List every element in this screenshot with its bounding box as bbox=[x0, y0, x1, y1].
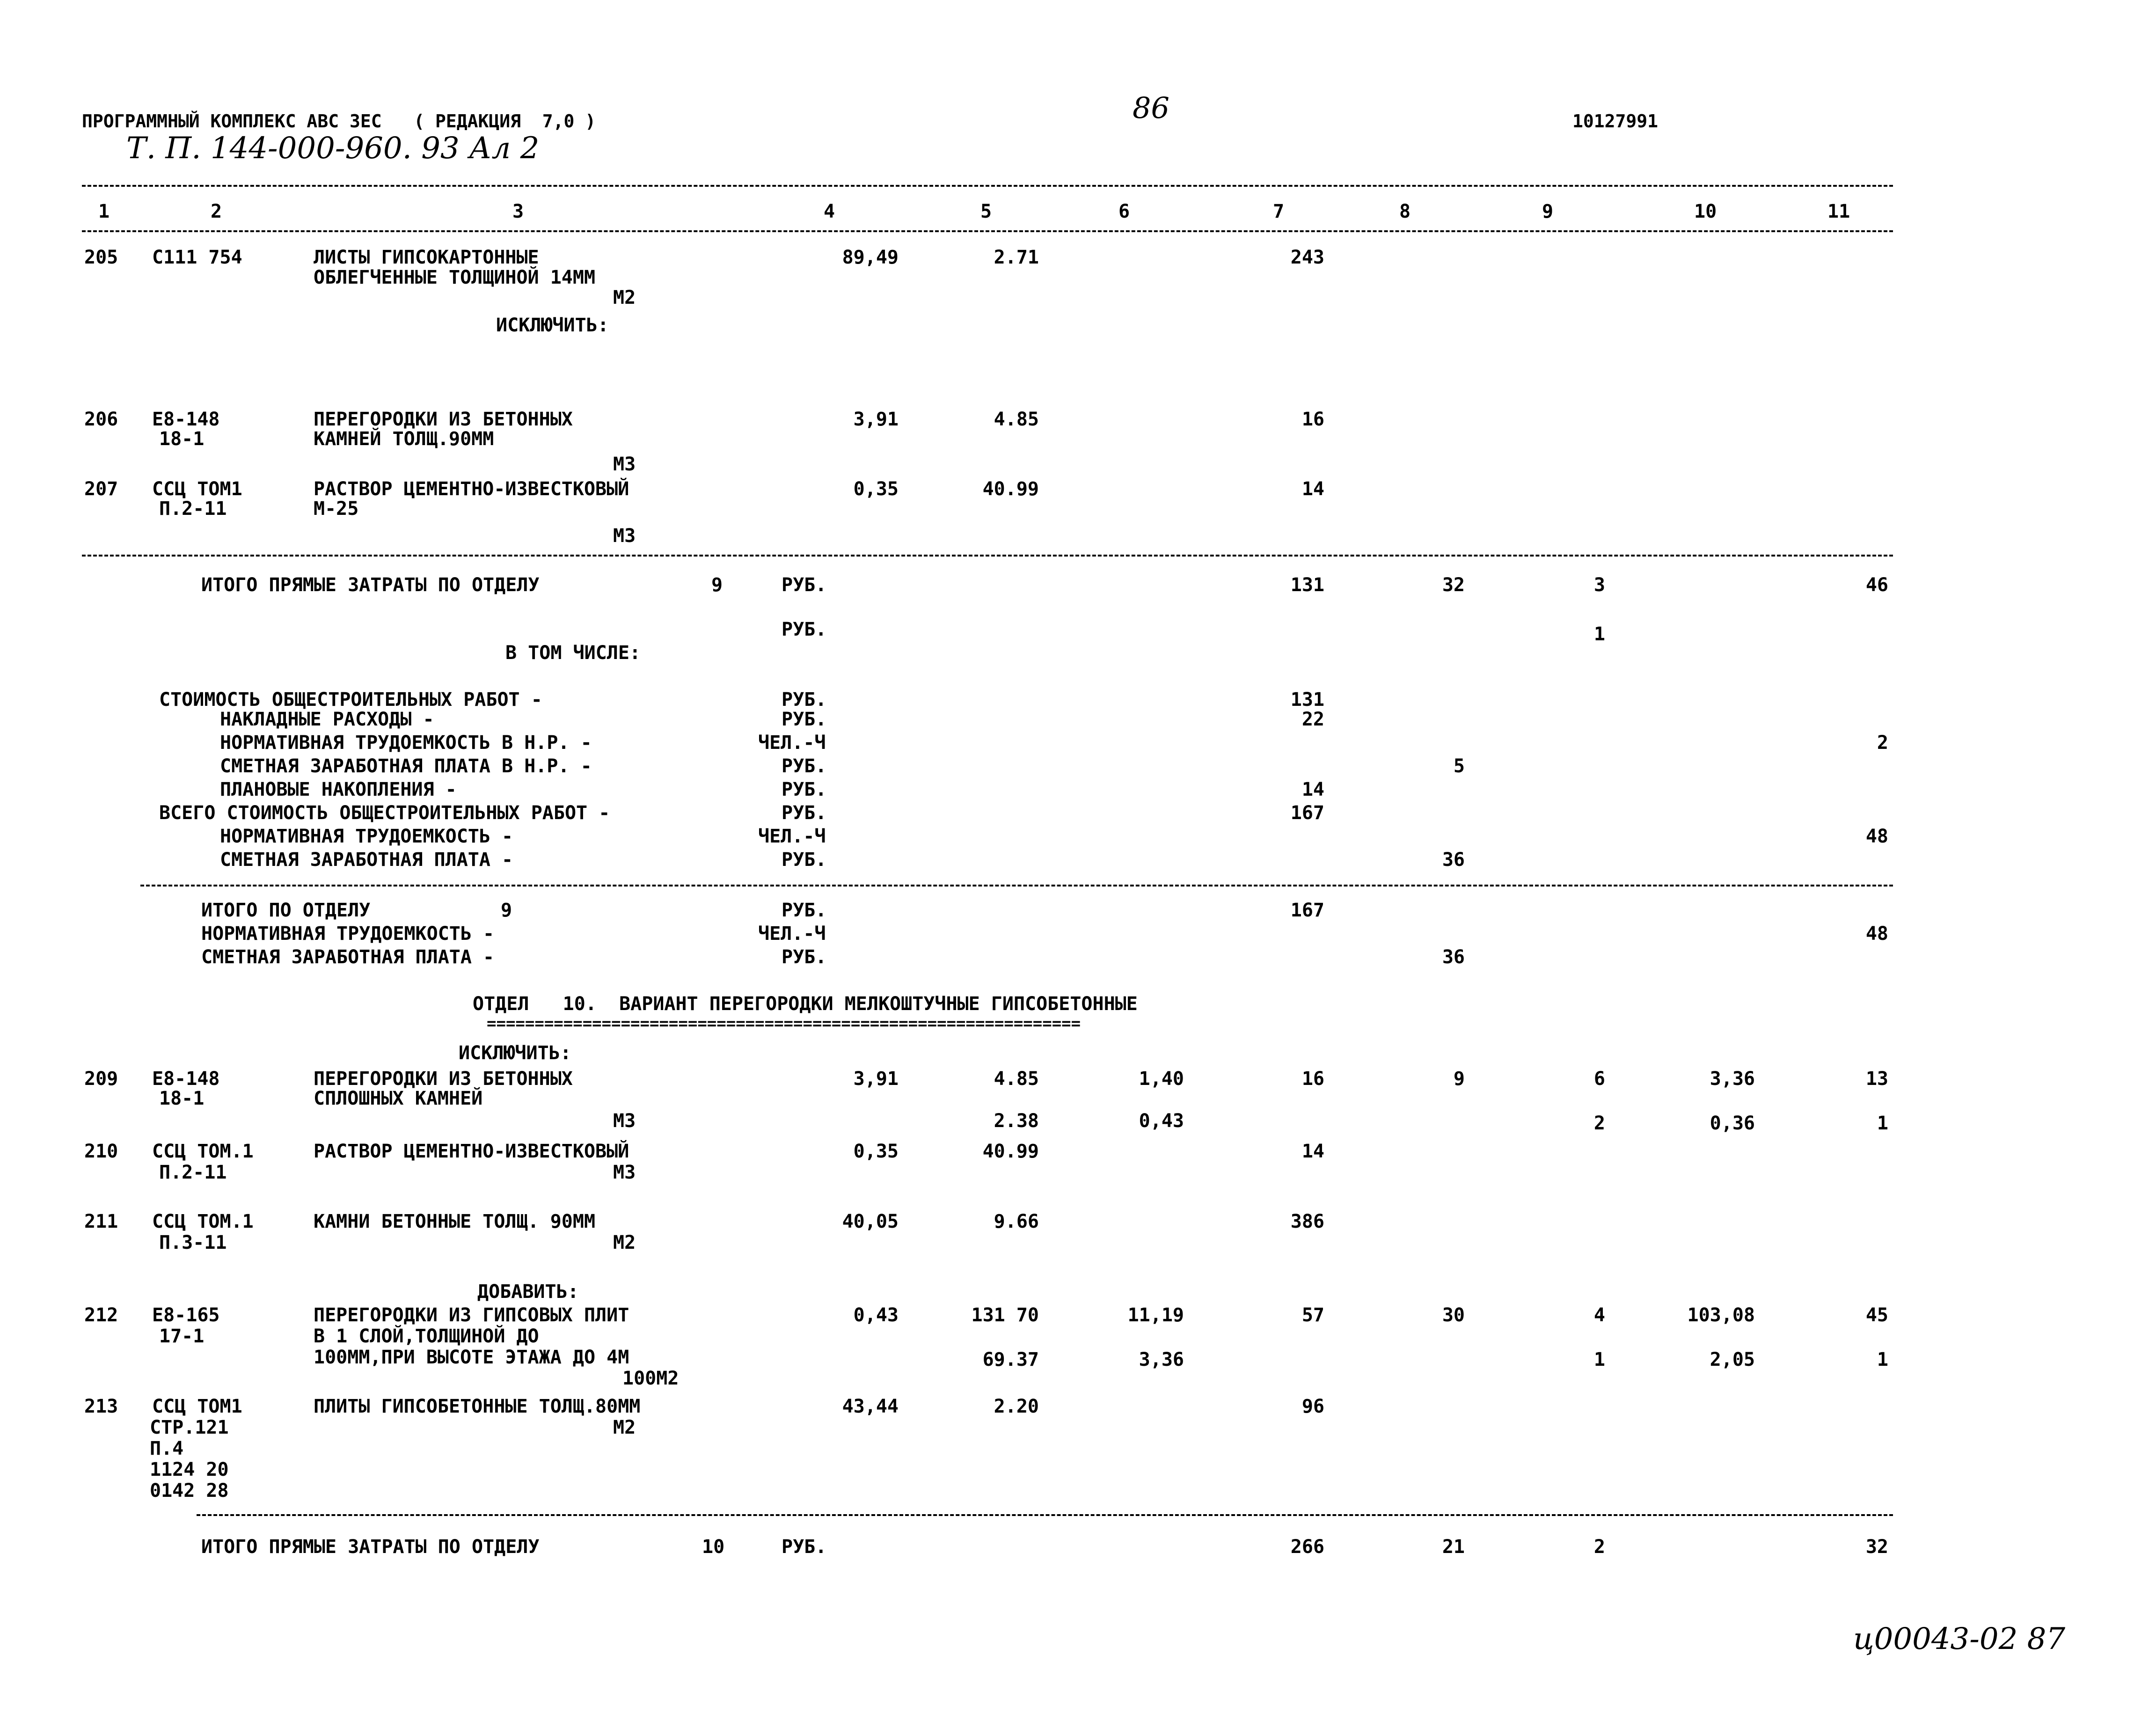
item-description: ОБЛЕГЧЕННЫЕ ТОЛЩИНОЙ 14ММ bbox=[314, 267, 596, 288]
document-code: 10127991 bbox=[1572, 111, 1659, 132]
norm-code: П.3-11 bbox=[159, 1232, 227, 1253]
norm-code: СТР.121 bbox=[150, 1417, 229, 1438]
summary-label: ПЛАНОВЫЕ НАКОПЛЕНИЯ - bbox=[220, 779, 457, 800]
norm-code: ССЦ ТОМ.1 bbox=[152, 1141, 254, 1162]
section-rule bbox=[140, 885, 1893, 886]
col8-value: 21 bbox=[1442, 1536, 1465, 1558]
col11-value: 13 bbox=[1865, 1068, 1888, 1090]
program-title: ПРОГРАММНЫЙ КОМПЛЕКС АВС ЗЕС ( РЕДАКЦИЯ 7,0 ) bbox=[82, 111, 596, 132]
col5-value: 69.37 bbox=[982, 1349, 1039, 1370]
unit: М2 bbox=[613, 1417, 636, 1438]
item-description: СПЛОШНЫХ КАМНЕЙ bbox=[314, 1088, 483, 1109]
col7-value: 14 bbox=[1301, 779, 1324, 800]
unit: РУБ. bbox=[782, 802, 827, 824]
unit: М3 bbox=[613, 1162, 636, 1183]
unit: РУБ. bbox=[782, 619, 827, 640]
item-description: ПЕРЕГОРОДКИ ИЗ БЕТОННЫХ bbox=[314, 409, 573, 430]
total-label: ИТОГО ПО ОТДЕЛУ bbox=[201, 900, 371, 921]
norm-code: 1124 20 bbox=[150, 1459, 229, 1480]
unit: ЧЕЛ.-Ч bbox=[758, 923, 826, 945]
section-number: 9 bbox=[711, 574, 723, 596]
col5-value: 40.99 bbox=[982, 478, 1039, 500]
col4-value: 0,43 bbox=[853, 1304, 899, 1326]
section-number: 9 bbox=[501, 900, 512, 921]
norm-code: Е8-165 bbox=[152, 1304, 220, 1326]
col7-value: 386 bbox=[1290, 1211, 1324, 1232]
summary-label: ВСЕГО СТОИМОСТЬ ОБЩЕСТРОИТЕЛЬНЫХ РАБОТ - bbox=[159, 802, 610, 824]
unit: РУБ. bbox=[782, 689, 827, 711]
col8-value: 5 bbox=[1453, 755, 1465, 777]
norm-code: ССЦ ТОМ1 bbox=[152, 1396, 242, 1417]
col7-value: 16 bbox=[1301, 409, 1324, 430]
section-exclude-label: ИСКЛЮЧИТЬ: bbox=[496, 315, 609, 336]
col10-value: 2,05 bbox=[1710, 1349, 1755, 1370]
col9-value: 1 bbox=[1593, 623, 1605, 645]
norm-code: 18-1 bbox=[159, 1088, 205, 1109]
col9-value: 4 bbox=[1593, 1304, 1605, 1326]
item-description: КАМНИ БЕТОННЫЕ ТОЛЩ. 90ММ bbox=[314, 1211, 596, 1232]
unit: М3 bbox=[613, 525, 636, 547]
column-header: 7 bbox=[1273, 201, 1285, 222]
row-number: 212 bbox=[84, 1304, 118, 1326]
norm-code: ССЦ ТОМ1 bbox=[152, 478, 242, 500]
col7-value: 16 bbox=[1301, 1068, 1324, 1090]
column-header: 10 bbox=[1694, 201, 1717, 222]
col5-value: 131 70 bbox=[971, 1304, 1039, 1326]
header-bottom-rule bbox=[82, 230, 1893, 232]
including-heading: В ТОМ ЧИСЛЕ: bbox=[505, 642, 641, 664]
summary-label: СТОИМОСТЬ ОБЩЕСТРОИТЕЛЬНЫХ РАБОТ - bbox=[159, 689, 542, 711]
col7-value: 243 bbox=[1290, 247, 1324, 268]
col7-value: 14 bbox=[1301, 478, 1324, 500]
section-rule bbox=[197, 1514, 1893, 1516]
column-header: 11 bbox=[1827, 201, 1850, 222]
total-label: ИТОГО ПРЯМЫЕ ЗАТРАТЫ ПО ОТДЕЛУ bbox=[201, 574, 540, 596]
item-description: В 1 СЛОЙ,ТОЛЩИНОЙ ДО bbox=[314, 1326, 539, 1347]
col6-value: 3,36 bbox=[1139, 1349, 1184, 1370]
col8-value: 36 bbox=[1442, 946, 1465, 968]
column-header: 9 bbox=[1542, 201, 1554, 222]
col9-value: 3 bbox=[1593, 574, 1605, 596]
item-description: ЛИСТЫ ГИПСОКАРТОННЫЕ bbox=[314, 247, 539, 268]
col8-value: 9 bbox=[1453, 1068, 1465, 1090]
row-number: 205 bbox=[84, 247, 118, 268]
col5-value: 9.66 bbox=[994, 1211, 1039, 1232]
col7-value: 167 bbox=[1290, 900, 1324, 921]
item-description: РАСТВОР ЦЕМЕНТНО-ИЗВЕСТКОВЫЙ bbox=[314, 478, 629, 500]
col6-value: 1,40 bbox=[1139, 1068, 1184, 1090]
item-description: 100ММ,ПРИ ВЫСОТЕ ЭТАЖА ДО 4М bbox=[314, 1347, 629, 1368]
summary-label: НАКЛАДНЫЕ РАСХОДЫ - bbox=[220, 709, 434, 730]
item-description: КАМНЕЙ ТОЛЩ.90ММ bbox=[314, 428, 494, 450]
row-number: 209 bbox=[84, 1068, 118, 1090]
norm-code: Е8-148 bbox=[152, 1068, 220, 1090]
col11-value: 32 bbox=[1865, 1536, 1888, 1558]
norm-code: П.2-11 bbox=[159, 1162, 227, 1183]
item-description: ПЕРЕГОРОДКИ ИЗ БЕТОННЫХ bbox=[314, 1068, 573, 1090]
unit: РУБ. bbox=[782, 755, 827, 777]
col4-value: 3,91 bbox=[853, 409, 899, 430]
unit: ЧЕЛ.-Ч bbox=[758, 826, 826, 847]
col10-value: 3,36 bbox=[1710, 1068, 1755, 1090]
unit: РУБ. bbox=[782, 849, 827, 871]
section-add-label: ДОБАВИТЬ: bbox=[477, 1281, 579, 1303]
col5-value: 2.38 bbox=[994, 1110, 1039, 1132]
unit: РУБ. bbox=[782, 1536, 827, 1558]
unit: М2 bbox=[613, 287, 636, 308]
col6-value: 11,19 bbox=[1127, 1304, 1184, 1326]
col11-value: 48 bbox=[1865, 826, 1888, 847]
col11-value: 1 bbox=[1877, 1349, 1888, 1370]
col4-value: 0,35 bbox=[853, 478, 899, 500]
col7-value: 131 bbox=[1290, 689, 1324, 711]
norm-code: ССЦ ТОМ.1 bbox=[152, 1211, 254, 1232]
column-header: 2 bbox=[211, 201, 222, 222]
total-label: СМЕТНАЯ ЗАРАБОТНАЯ ПЛАТА - bbox=[201, 946, 495, 968]
col7-value: 131 bbox=[1290, 574, 1324, 596]
col11-value: 1 bbox=[1877, 1113, 1888, 1134]
summary-label: НОРМАТИВНАЯ ТРУДОЕМКОСТЬ - bbox=[220, 826, 513, 847]
section-title: ОТДЕЛ 10. ВАРИАНТ ПЕРЕГОРОДКИ МЕЛКОШТУЧНЫЕ ГИПСОБЕТОННЫЕ bbox=[473, 993, 1138, 1015]
col10-value: 0,36 bbox=[1710, 1113, 1755, 1134]
column-header: 6 bbox=[1118, 201, 1130, 222]
col11-value: 48 bbox=[1865, 923, 1888, 945]
col8-value: 30 bbox=[1442, 1304, 1465, 1326]
col7-value: 96 bbox=[1301, 1396, 1324, 1417]
unit: РУБ. bbox=[782, 779, 827, 800]
col11-value: 46 bbox=[1865, 574, 1888, 596]
archive-stamp: ц00043-02 87 bbox=[1853, 1622, 2066, 1656]
total-label: ИТОГО ПРЯМЫЕ ЗАТРАТЫ ПО ОТДЕЛУ bbox=[201, 1536, 540, 1558]
col6-value: 0,43 bbox=[1139, 1110, 1184, 1132]
col4-value: 0,35 bbox=[853, 1141, 899, 1162]
col5-value: 40.99 bbox=[982, 1141, 1039, 1162]
column-header: 5 bbox=[980, 201, 992, 222]
col7-value: 57 bbox=[1301, 1304, 1324, 1326]
col8-value: 32 bbox=[1442, 574, 1465, 596]
norm-code: П.2-11 bbox=[159, 498, 227, 520]
summary-label: СМЕТНАЯ ЗАРАБОТНАЯ ПЛАТА В Н.Р. - bbox=[220, 755, 592, 777]
item-description: РАСТВОР ЦЕМЕНТНО-ИЗВЕСТКОВЫЙ bbox=[314, 1141, 629, 1162]
col11-value: 45 bbox=[1865, 1304, 1888, 1326]
unit: М3 bbox=[613, 454, 636, 475]
norm-code: П.4 bbox=[150, 1438, 184, 1459]
col4-value: 89,49 bbox=[842, 247, 899, 268]
column-header: 8 bbox=[1399, 201, 1411, 222]
item-description: ПЛИТЫ ГИПСОБЕТОННЫЕ ТОЛЩ.80ММ bbox=[314, 1396, 641, 1417]
unit: М3 bbox=[613, 1110, 636, 1132]
row-number: 210 bbox=[84, 1141, 118, 1162]
section-title-underline: ============================================================== bbox=[487, 1014, 1081, 1033]
summary-label: НОРМАТИВНАЯ ТРУДОЕМКОСТЬ В Н.Р. - bbox=[220, 732, 592, 754]
norm-code: 0142 28 bbox=[150, 1480, 229, 1502]
col7-value: 167 bbox=[1290, 802, 1324, 824]
col4-value: 3,91 bbox=[853, 1068, 899, 1090]
norm-code: Е8-148 bbox=[152, 409, 220, 430]
item-description: М-25 bbox=[314, 498, 359, 520]
unit: 100М2 bbox=[622, 1368, 679, 1389]
project-reference: Т. П. 144-000-960. 93 Ал 2 bbox=[126, 131, 540, 166]
row-number: 213 bbox=[84, 1396, 118, 1417]
unit: РУБ. bbox=[782, 946, 827, 968]
col5-value: 4.85 bbox=[994, 409, 1039, 430]
col7-value: 22 bbox=[1301, 709, 1324, 730]
col9-value: 2 bbox=[1593, 1536, 1605, 1558]
unit: ЧЕЛ.-Ч bbox=[758, 732, 826, 754]
row-number: 206 bbox=[84, 409, 118, 430]
col5-value: 2.20 bbox=[994, 1396, 1039, 1417]
col4-value: 43,44 bbox=[842, 1396, 899, 1417]
norm-code: 18-1 bbox=[159, 428, 205, 450]
col9-value: 2 bbox=[1593, 1113, 1605, 1134]
section-exclude-label: ИСКЛЮЧИТЬ: bbox=[459, 1042, 571, 1064]
column-header: 1 bbox=[98, 201, 110, 222]
col7-value: 266 bbox=[1290, 1536, 1324, 1558]
unit: РУБ. bbox=[782, 709, 827, 730]
col11-value: 2 bbox=[1877, 732, 1888, 754]
total-label: НОРМАТИВНАЯ ТРУДОЕМКОСТЬ - bbox=[201, 923, 495, 945]
unit: РУБ. bbox=[782, 574, 827, 596]
col4-value: 40,05 bbox=[842, 1211, 899, 1232]
col8-value: 36 bbox=[1442, 849, 1465, 871]
page-number: 86 bbox=[1133, 91, 1169, 125]
norm-code: С111 754 bbox=[152, 247, 242, 268]
section-number: 10 bbox=[702, 1536, 725, 1558]
column-header: 4 bbox=[824, 201, 835, 222]
item-description: ПЕРЕГОРОДКИ ИЗ ГИПСОВЫХ ПЛИТ bbox=[314, 1304, 629, 1326]
norm-code: 17-1 bbox=[159, 1326, 205, 1347]
col9-value: 1 bbox=[1593, 1349, 1605, 1370]
col10-value: 103,08 bbox=[1687, 1304, 1755, 1326]
summary-label: СМЕТНАЯ ЗАРАБОТНАЯ ПЛАТА - bbox=[220, 849, 513, 871]
unit: М2 bbox=[613, 1232, 636, 1253]
table-top-rule bbox=[82, 185, 1893, 187]
row-number: 211 bbox=[84, 1211, 118, 1232]
row-number: 207 bbox=[84, 478, 118, 500]
col5-value: 4.85 bbox=[994, 1068, 1039, 1090]
col5-value: 2.71 bbox=[994, 247, 1039, 268]
column-header: 3 bbox=[512, 201, 524, 222]
col9-value: 6 bbox=[1593, 1068, 1605, 1090]
section-rule bbox=[82, 555, 1893, 557]
col7-value: 14 bbox=[1301, 1141, 1324, 1162]
unit: РУБ. bbox=[782, 900, 827, 921]
